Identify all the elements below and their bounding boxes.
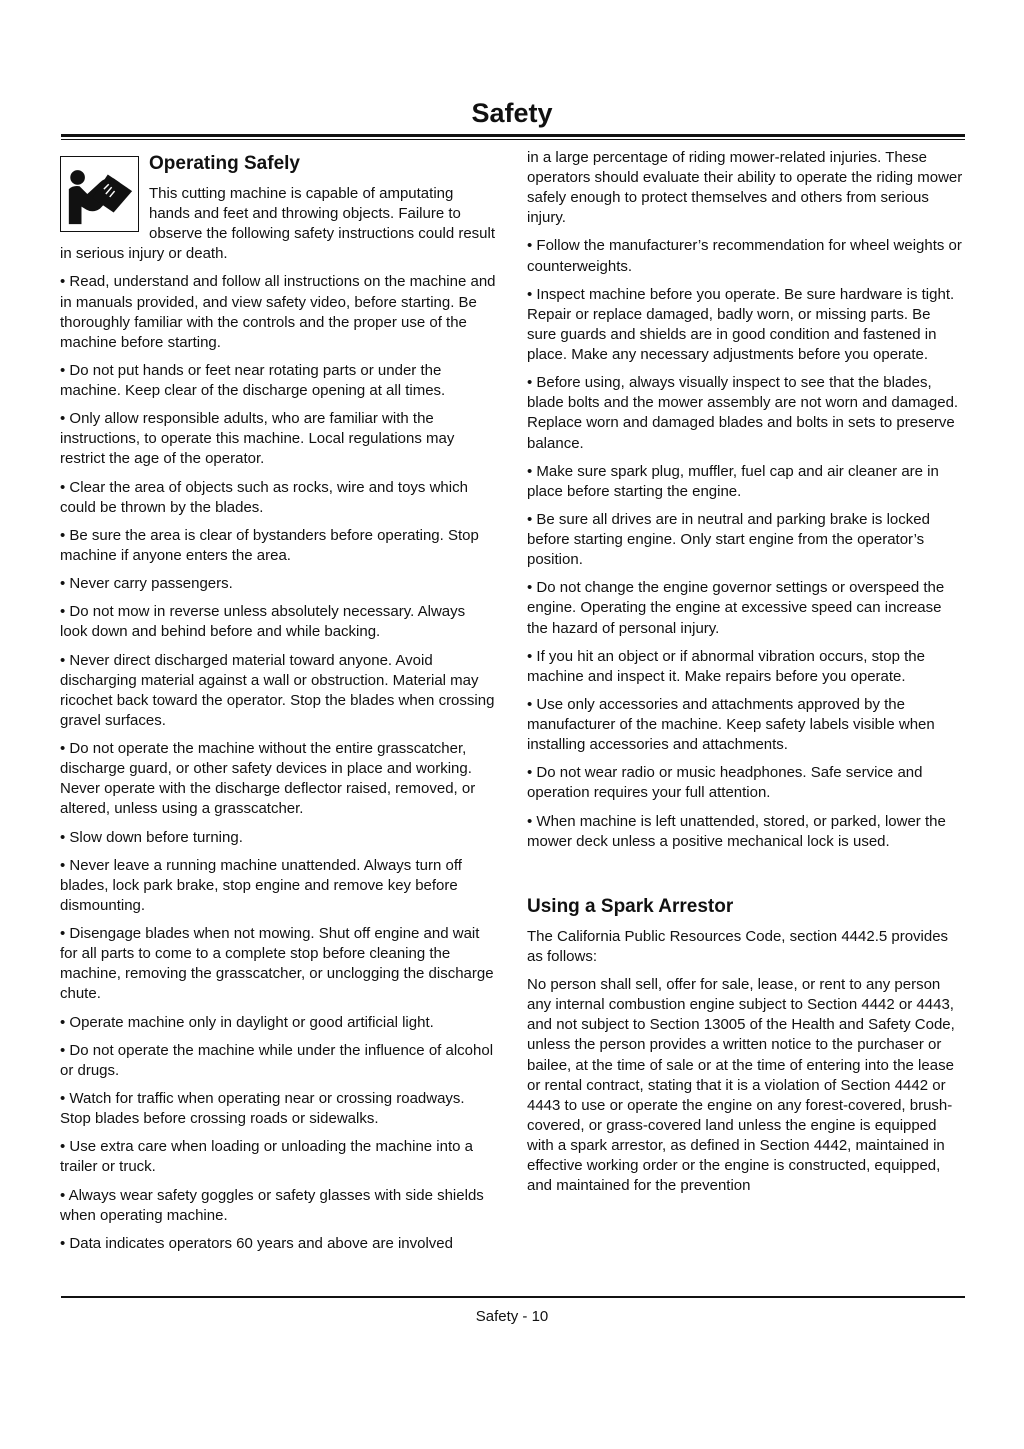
list-item: • Use extra care when loading or unloading the machine into a trailer or truck. — [60, 1138, 474, 1176]
list-item: • Data indicates operators 60 years and above are involved — [60, 1234, 453, 1252]
footer-rule — [61, 1296, 965, 1298]
left-column — [60, 148, 496, 1262]
list-item: • Only allow responsible adults, who are familiar with the instructions, to operate this machine. Local regulations may restrict the age of the operator. — [60, 410, 455, 468]
list-item: • Watch for traffic when operating near or crossing roadways. Stop blades before crossing roads or sidewalks. — [60, 1090, 465, 1128]
list-item: • Use only accessories and attachments approved by the manufacturer of the machine. Keep safety labels visible when installing accessories and attachments. — [527, 696, 935, 754]
list-item: • Do not operate the machine without the entire grasscatcher, discharge guard, or other safety devices in place and working. Never operate with the discharge deflector raised, removed, or altered, unless using a grasscatcher. — [60, 740, 476, 818]
right-column — [527, 148, 963, 1204]
list-item: • Inspect machine before you operate. Be sure hardware is tight. Repair or replace damaged, badly worn, or missing parts. Be sure guards and shields are in good condition and fastened in place. Make any necessary adjustments before you operate. — [527, 285, 955, 364]
spark-paragraph: The California Public Resources Code, section 4442.5 provides as follows: — [527, 927, 949, 965]
header-rule — [61, 134, 965, 137]
list-item: • Never direct discharged material toward anyone. Avoid discharging material against a wall or obstruction. Material may ricochet back toward the operator. Stop the blades when crossing gravel surfaces. — [60, 651, 495, 729]
list-item: • Do not change the engine governor settings or overspeed the engine. Operating the engine at excessive speed can increase the hazard of personal injury. — [527, 579, 945, 637]
list-item: • Be sure the area is clear of bystanders before operating. Stop machine if anyone enters the area. — [60, 526, 479, 564]
list-item: • Make sure spark plug, muffler, fuel cap and air cleaner are in place before starting the engine. — [527, 462, 939, 500]
list-item: • Disengage blades when not mowing. Shut off engine and wait for all parts to come to a complete stop before cleaning the machine, removing the grasscatcher, or unclogging the discharge chute. — [60, 925, 494, 1003]
list-item: • Do not put hands or feet near rotating parts or under the machine. Keep clear of the discharge opening at all times. — [60, 361, 446, 400]
list-item: • Slow down before turning. — [60, 828, 243, 846]
list-item: • If you hit an object or if abnormal vibration occurs, stop the machine and inspect it. Make repairs before you operate. — [527, 647, 925, 685]
list-item: • Do not operate the machine while under the influence of alcohol or drugs. — [60, 1041, 494, 1079]
section-heading-operating-safely: Operating Safely — [149, 153, 300, 174]
list-item: • Do not mow in reverse unless absolutely necessary. Always look down and behind before and while backing. — [60, 603, 466, 641]
list-item: • Read, understand and follow all instructions on the machine and in manuals provided, and view safety video, before starting. Be thoroughly familiar with the controls and the proper use of the machine before starting. — [60, 273, 496, 351]
list-item: • Operate machine only in daylight or good artificial light. — [60, 1013, 434, 1031]
list-item: • Do not wear radio or music headphones. Safe service and operation requires your full attention. — [527, 764, 923, 802]
page-number: Safety - 10 — [475, 1308, 549, 1325]
list-item: • Never carry passengers. — [60, 575, 233, 593]
spark-paragraph: No person shall sell, offer for sale, lease, or rent to any person any internal combustion engine subject to Section 4442 or 4443, and not subject to Section 13005 of the Health and Safety Code, unless the person provides a written notice to the purchaser or bailee, at the time of sale or at the time of entering into the lease or rental contract, stating that it is a violation of Section 4442 or 4443 to use or operate the engine on any forest-covered, brush-covered, or grass-covered land unless the engine is equipped with a spark arrestor, as defined in Section 4442, maintained in effective working order or the engine is constructed, equipped, and maintained for the prevention — [527, 976, 955, 1195]
list-item: • Never leave a running machine unattended. Always turn off blades, lock park brake, stop engine and remove key before dismounting. — [60, 856, 462, 914]
list-item: • Before using, always visually inspect to see that the blades, blade bolts and the mower assembly are not worn and damaged. Replace worn and damaged blades and bolts in sets to preserve balance. — [527, 374, 959, 452]
section-heading-spark-arrestor: Using a Spark Arrestor — [527, 895, 734, 917]
list-item: • When machine is left unattended, stored, or parked, lower the mower deck unless a positive mechanical lock is used. — [527, 812, 946, 850]
list-item: • Clear the area of objects such as rocks, wire and toys which could be thrown by the blades. — [60, 478, 468, 516]
page-title: Safety — [471, 98, 553, 128]
list-item: • Always wear safety goggles or safety glasses with side shields when operating machine. — [60, 1186, 484, 1224]
header-rule-thin — [61, 139, 965, 140]
intro-paragraph: This cutting machine is capable of amputating hands and feet and throwing objects. Failure to observe the following safety instructions could result in serious injury or death. — [60, 185, 496, 263]
continuation-paragraph: in a large percentage of riding mower-related injuries. These operators should evaluate their ability to operate the riding mower safely enough to protect themselves and others from serious injury. — [527, 149, 963, 227]
list-item: • Be sure all drives are in neutral and parking brake is locked before starting engine. Only start engine from the operator’s position. — [527, 510, 930, 569]
list-item: • Follow the manufacturer’s recommendation for wheel weights or counterweights. — [527, 237, 962, 275]
operator-manual-reading-icon — [60, 156, 139, 232]
